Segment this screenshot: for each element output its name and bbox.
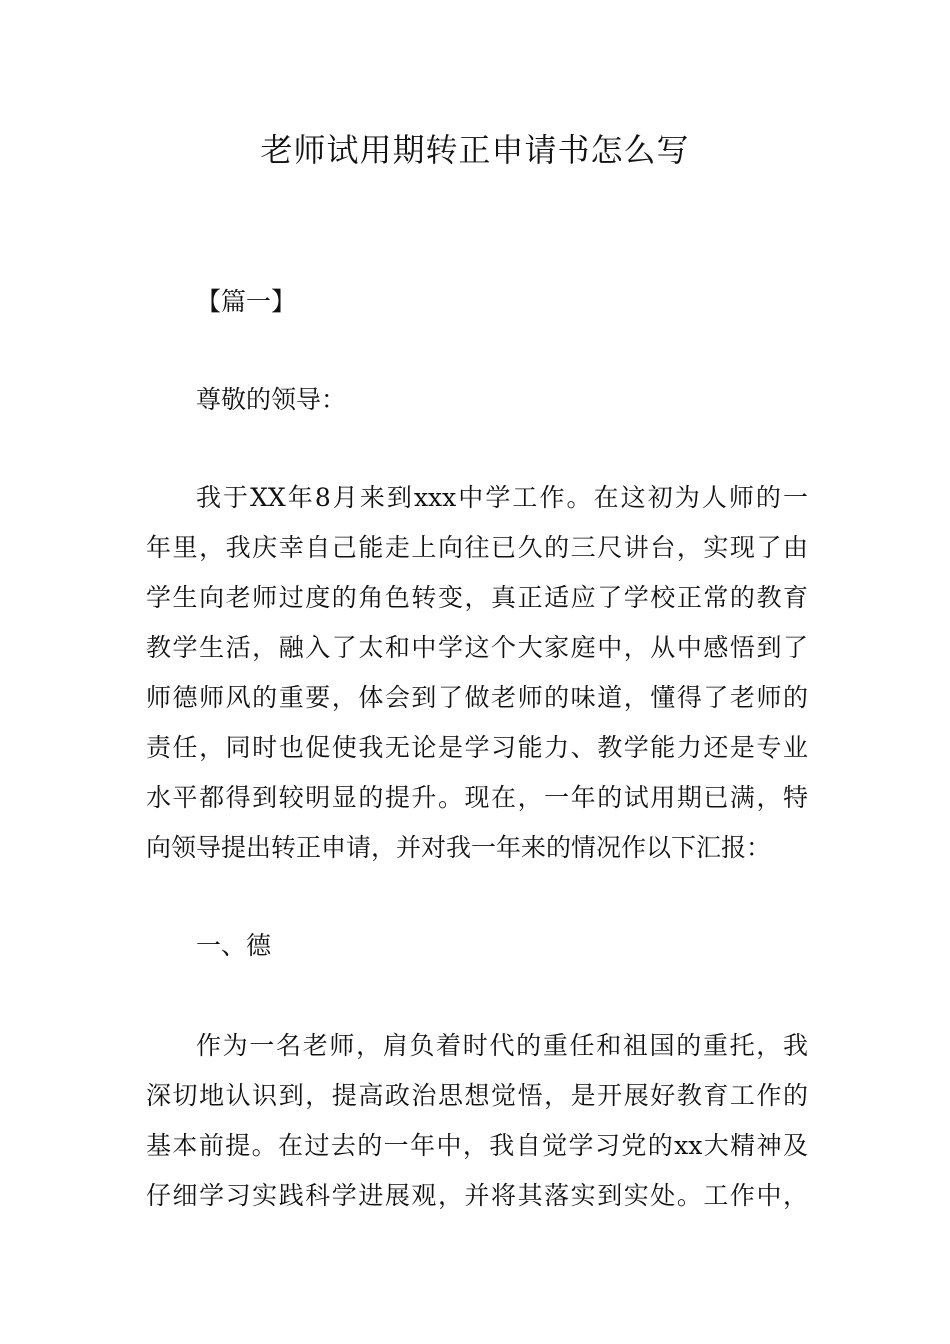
paragraph-line: 责任，同时也促使我无论是学习能力、教学能力还是专业 [146,733,808,762]
paragraph-line: 学生向老师过度的角色转变，真正适应了学校正常的教育 [146,583,808,612]
paragraph-line: 仔细学习实践科学进展观，并将其落实到实处。工作中， [146,1181,808,1210]
document-title: 老师试用期转正申请书怎么写 [260,131,690,169]
paragraph-line: 年里，我庆幸自己能走上向往已久的三尺讲台，实现了由 [146,533,808,562]
paragraph-line: 师德师风的重要，体会到了做老师的味道，懂得了老师的 [146,683,808,712]
paragraph-line: 教学生活，融入了太和中学这个大家庭中，从中感悟到了 [146,633,808,662]
paragraph-line: 作为一名老师，肩负着时代的重任和祖国的重托，我 [196,1031,808,1060]
paragraph-line: 我于XX年8月来到xxx中学工作。在这初为人师的一 [196,483,808,512]
section-heading-virtue: 一、德 [196,931,272,960]
salutation: 尊敬的领导： [196,385,347,414]
paragraph-line: 深切地认识到，提高政治思想觉悟，是开展好教育工作的 [146,1081,808,1110]
paragraph-line: 向领导提出转正申请，并对我一年来的情况作以下汇报： [146,833,772,862]
paragraph-line: 水平都得到较明显的提升。现在，一年的试用期已满，特 [146,783,808,812]
section-tag: 【篇一】 [196,287,297,316]
paragraph-line: 基本前提。在过去的一年中，我自觉学习党的xx大精神及 [146,1131,808,1160]
